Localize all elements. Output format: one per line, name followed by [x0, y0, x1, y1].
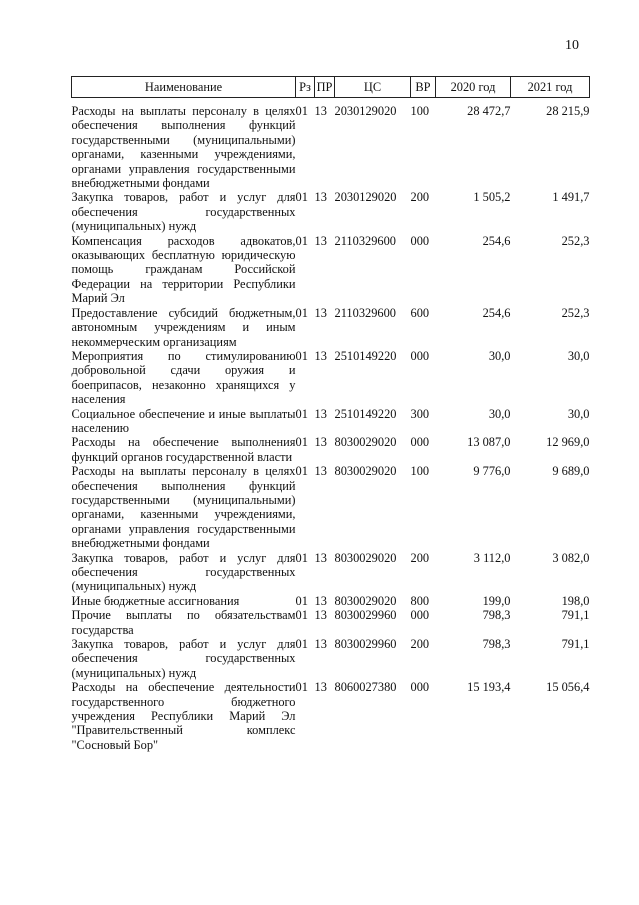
header-cs: ЦС: [335, 77, 411, 98]
row-cs: 2510149220: [334, 348, 397, 363]
row-pr: 13: [314, 608, 327, 623]
row-cs: 8030029020: [334, 550, 397, 565]
row-2021: 15 056,4: [546, 680, 590, 695]
row-name: Иные бюджетные ассигнования: [71, 593, 240, 608]
row-vr: 000: [410, 233, 430, 248]
row-pr: 13: [314, 406, 327, 421]
table-row: [72, 407, 590, 436]
row-rz: 01: [295, 464, 308, 479]
row-2020: 28 472,7: [467, 104, 511, 118]
row-2021: 252,3: [561, 233, 590, 248]
table-header: [72, 77, 590, 98]
row-2020: 254,6: [482, 233, 511, 248]
row-name: Расходы на выплаты персоналу в целях обеспечения выполнения функций государственными (муниципальными) органами, казенными учреждениями, органами управления государственными внебюджетными фондами: [71, 104, 296, 191]
row-2021: 1 491,7: [552, 190, 590, 205]
row-cs: 2510149220: [334, 406, 397, 421]
row-cs: 8030029960: [334, 608, 397, 623]
table-row: [72, 551, 590, 594]
row-2021: 30,0: [567, 406, 590, 421]
row-vr: 000: [410, 435, 430, 450]
table-row: [72, 608, 590, 637]
row-2021: 12 969,0: [546, 435, 590, 450]
row-cs: 8030029020: [334, 464, 397, 479]
row-rz: 01: [295, 233, 308, 248]
row-cs: 2030129020: [334, 190, 397, 205]
row-name: Мероприятия по стимулированию добровольной сдачи оружия и боеприпасов, незаконно хранящихся у населения: [71, 348, 296, 407]
row-2020: 199,0: [482, 593, 511, 608]
row-name: Закупка товаров, работ и услуг для обеспечения государственных (муниципальных) нужд: [71, 637, 296, 680]
table-row: [72, 306, 590, 349]
row-2021: 9 689,0: [552, 464, 590, 479]
header-rz: Рз: [296, 77, 315, 98]
row-cs: 8060027380: [334, 680, 397, 695]
row-rz: 01: [295, 435, 308, 450]
row-2021: 252,3: [561, 305, 590, 320]
row-2021: 30,0: [567, 348, 590, 363]
row-vr: 300: [410, 406, 430, 421]
table-body: [72, 98, 590, 753]
header-name: Наименование: [72, 77, 296, 98]
row-2020: 9 776,0: [473, 464, 511, 479]
row-name: Расходы на выплаты персоналу в целях обеспечения выполнения функций государственными (муниципальными) органами, казенными учреждениями, органами управления государственными внебюджетными фондами: [71, 464, 296, 551]
table-row: [72, 435, 590, 464]
row-cs: 8030029020: [334, 435, 397, 450]
table-row: [72, 349, 590, 407]
row-2020: 254,6: [482, 305, 511, 320]
table-row: [72, 464, 590, 550]
row-rz: 01: [295, 593, 308, 608]
row-cs: 2110329600: [334, 233, 396, 248]
row-vr: 000: [410, 608, 430, 623]
row-name: Предоставление субсидий бюджетным, автономным учреждениям и иным некоммерческим организациям: [71, 305, 296, 349]
row-rz: 01: [295, 608, 308, 623]
row-name: Компенсация расходов адвокатов, оказывающих бесплатную юридическую помощь гражданам Российской Федерации на территории Республики Марий Эл: [71, 233, 296, 306]
row-cs: 2110329600: [334, 305, 396, 320]
row-rz: 01: [295, 680, 308, 695]
row-name: Расходы на обеспечение выполнения функций органов государственной власти: [71, 435, 296, 464]
header-2021: 2021 год: [511, 77, 590, 98]
row-2020: 15 193,4: [467, 680, 511, 695]
row-cs: 8030029960: [334, 637, 397, 652]
row-2021: 198,0: [561, 593, 590, 608]
header-vr: ВР: [411, 77, 436, 98]
row-2020: 30,0: [488, 348, 511, 363]
row-pr: 13: [314, 348, 327, 363]
row-name: Социальное обеспечение и иные выплаты населению: [71, 406, 296, 435]
row-pr: 13: [314, 435, 327, 450]
row-name: Закупка товаров, работ и услуг для обеспечения государственных (муниципальных) нужд: [71, 550, 296, 594]
row-2021: 791,1: [561, 637, 590, 652]
table-row: [72, 190, 590, 233]
header-2020: 2020 год: [436, 77, 511, 98]
row-2020: 798,3: [482, 608, 511, 623]
table-row: [72, 594, 590, 608]
row-cs: 2030129020: [334, 104, 397, 118]
page-number: 10: [565, 38, 579, 53]
row-pr: 13: [314, 104, 327, 118]
row-vr: 000: [410, 348, 430, 363]
row-name: Расходы на обеспечение деятельности государственного бюджетного учреждения Республики Марий Эл "Правительственный комплекс "Сосновый Бор": [71, 680, 296, 752]
row-vr: 100: [410, 104, 430, 118]
row-vr: 000: [410, 680, 430, 695]
row-pr: 13: [314, 680, 327, 695]
row-rz: 01: [295, 305, 308, 320]
row-rz: 01: [295, 550, 308, 565]
row-pr: 13: [314, 233, 327, 248]
table-row: [72, 98, 590, 191]
row-2020: 1 505,2: [473, 190, 511, 205]
row-pr: 13: [314, 550, 327, 565]
table-row: [72, 680, 590, 752]
row-pr: 13: [314, 464, 327, 479]
row-vr: 200: [410, 190, 430, 205]
table-row: [72, 234, 590, 306]
row-vr: 200: [410, 550, 430, 565]
row-vr: 200: [410, 637, 430, 652]
row-2020: 798,3: [482, 637, 511, 652]
row-vr: 800: [410, 593, 430, 608]
row-rz: 01: [295, 406, 308, 421]
row-2020: 13 087,0: [467, 435, 511, 450]
row-vr: 600: [410, 305, 430, 320]
row-vr: 100: [410, 464, 430, 479]
row-name: Прочие выплаты по обязательствам государства: [71, 608, 296, 637]
row-2020: 3 112,0: [473, 550, 511, 565]
row-pr: 13: [314, 305, 327, 320]
row-pr: 13: [314, 637, 327, 652]
row-2020: 30,0: [488, 406, 511, 421]
row-name: Закупка товаров, работ и услуг для обеспечения государственных (муниципальных) нужд: [71, 190, 296, 234]
row-pr: 13: [314, 190, 327, 205]
budget-table: [71, 76, 590, 752]
row-pr: 13: [314, 593, 327, 608]
row-rz: 01: [295, 104, 308, 118]
row-2021: 3 082,0: [552, 550, 590, 565]
row-2021: 791,1: [561, 608, 590, 623]
row-cs: 8030029020: [334, 593, 397, 608]
table-row: [72, 637, 590, 680]
row-rz: 01: [295, 190, 308, 205]
row-rz: 01: [295, 637, 308, 652]
header-pr: ПР: [315, 77, 335, 98]
row-2021: 28 215,9: [546, 104, 590, 118]
row-rz: 01: [295, 348, 308, 363]
